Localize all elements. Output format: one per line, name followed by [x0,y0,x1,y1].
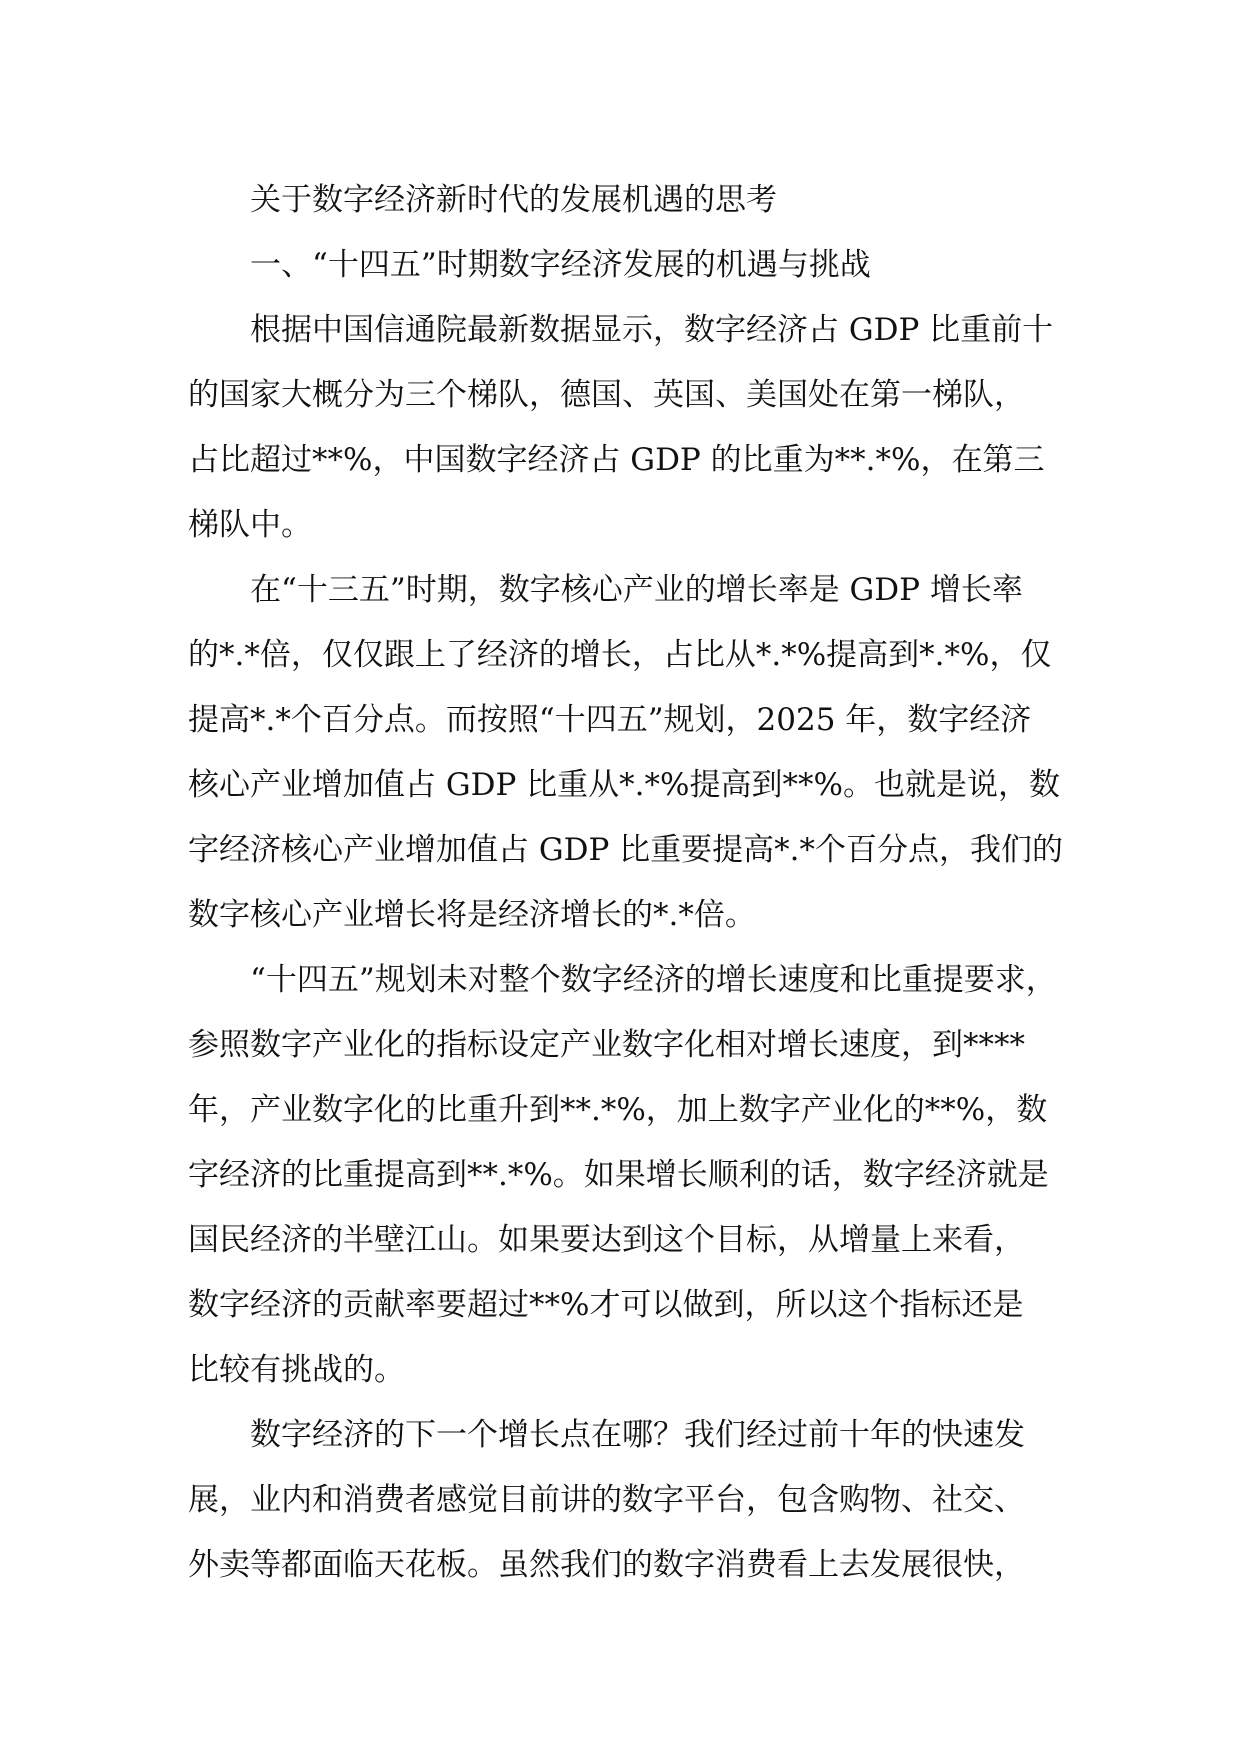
paragraph-line: 外卖等都面临天花板。虽然我们的数字消费看上去发展很快， [188,1547,1025,1583]
paragraph-line: 梯队中。 [188,507,312,543]
paragraph-line: 占比超过**%，中国数字经济占 GDP 的比重为**.*%，在第三 [188,442,1045,478]
paragraph-line: 提高*.*个百分点。而按照“十四五”规划，2025 年，数字经济 [188,702,1032,738]
paragraph-line: “十四五”规划未对整个数字经济的增长速度和比重提要求， [250,962,1057,998]
paragraph-line: 的*.*倍，仅仅跟上了经济的增长，占比从*.*%提高到*.*%，仅 [188,637,1052,673]
paragraph-line: 数字经济的下一个增长点在哪？我们经过前十年的快速发 [250,1417,1025,1453]
paragraph-4 [188,1403,1068,1598]
paragraph-line: 数字核心产业增长将是经济增长的*.*倍。 [188,897,756,933]
paragraph-3 [188,948,1068,1403]
document-title: 关于数字经济新时代的发展机遇的思考 [250,182,777,218]
paragraph-line: 比较有挑战的。 [188,1352,405,1388]
paragraph-line: 根据中国信通院最新数据显示，数字经济占 GDP 比重前十 [250,312,1054,348]
paragraph-line: 国民经济的半壁江山。如果要达到这个目标，从增量上来看， [188,1222,1025,1258]
paragraph-line: 的国家大概分为三个梯队，德国、英国、美国处在第一梯队， [188,377,1025,413]
paragraph-line: 参照数字产业化的指标设定产业数字化相对增长速度，到**** [188,1027,1025,1063]
paragraph-line: 展，业内和消费者感觉目前讲的数字平台，包含购物、社交、 [188,1482,1025,1518]
paragraph-line: 核心产业增加值占 GDP 比重从*.*%提高到**%。也就是说，数 [188,767,1060,803]
paragraph-1 [188,298,1068,558]
paragraph-2 [188,558,1068,948]
paragraph-line: 在“十三五”时期，数字核心产业的增长率是 GDP 增长率 [250,572,1023,608]
paragraph-line: 数字经济的贡献率要超过**%才可以做到，所以这个指标还是 [188,1287,1024,1323]
paragraph-line: 年，产业数字化的比重升到**.*%，加上数字产业化的**%，数 [188,1092,1048,1128]
paragraph-line: 字经济的比重提高到**.*%。如果增长顺利的话，数字经济就是 [188,1157,1049,1193]
section-heading: 一、“十四五”时期数字经济发展的机遇与挑战 [250,247,871,283]
paragraph-line: 字经济核心产业增加值占 GDP 比重要提高*.*个百分点，我们的 [188,832,1064,868]
document-page [188,168,1068,1598]
